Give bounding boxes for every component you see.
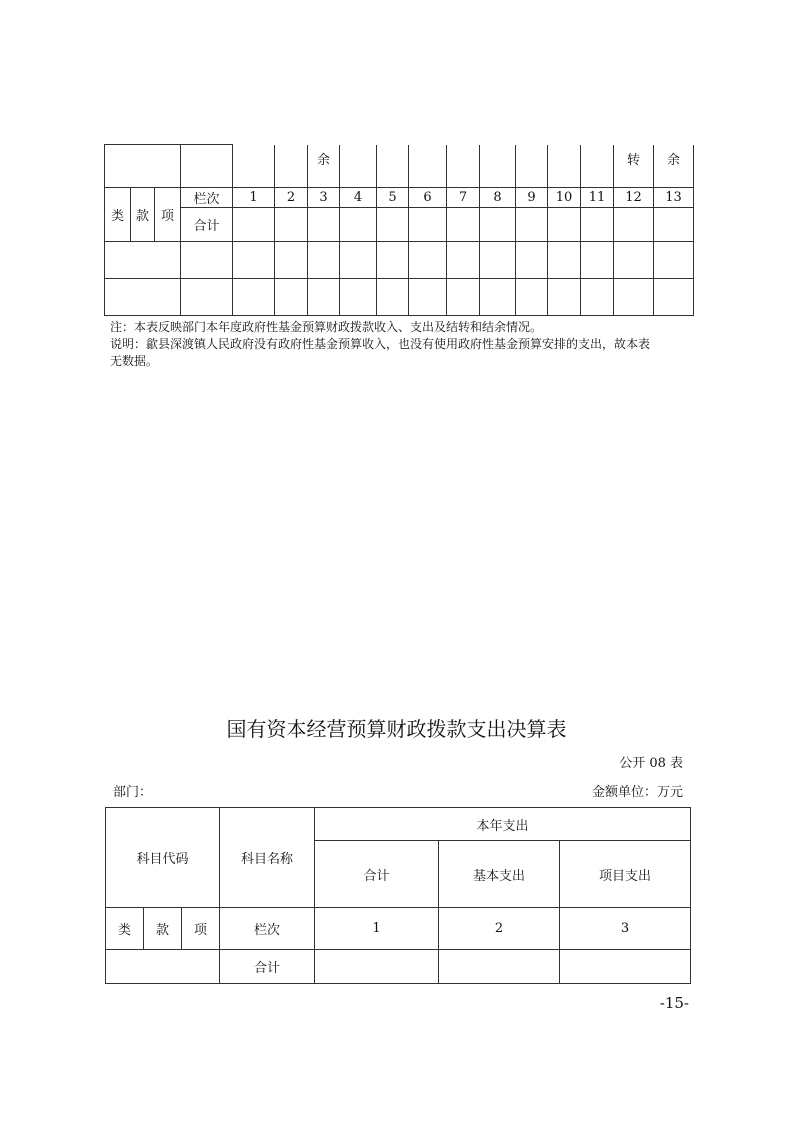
total-header: 合计 xyxy=(315,841,439,908)
header-cell xyxy=(447,145,480,188)
table-explanation-cont: 无数据。 xyxy=(110,354,159,368)
section-label: 款 xyxy=(131,188,155,242)
table-row xyxy=(106,950,691,984)
project-header: 项目支出 xyxy=(560,841,691,908)
current-year-header: 本年支出 xyxy=(315,808,691,841)
header-cell xyxy=(480,145,516,188)
column-number: 10 xyxy=(548,188,581,208)
header-cell xyxy=(409,145,447,188)
column-number: 1 xyxy=(233,188,275,208)
form-number: 公开 08 表 xyxy=(619,756,683,771)
table-explanation: 说明：歙县深渡镇人民政府没有政府性基金预算收入，也没有使用政府性基金预算安排的支出，故本表 xyxy=(110,337,651,351)
item-label: 项 xyxy=(155,188,181,242)
class-label: 类 xyxy=(105,188,131,242)
department-label: 部门： xyxy=(113,785,153,800)
table-row xyxy=(105,279,694,316)
table-row xyxy=(105,242,694,279)
header-cell xyxy=(581,145,614,188)
column-label: 栏次 xyxy=(220,908,315,950)
column-number: 11 xyxy=(581,188,614,208)
column-number: 2 xyxy=(275,188,308,208)
header-cell xyxy=(233,145,275,188)
fund-budget-table xyxy=(104,144,694,316)
column-label: 栏次 xyxy=(181,188,233,208)
header-cell xyxy=(548,145,581,188)
section-label: 款 xyxy=(144,908,182,950)
column-number: 8 xyxy=(480,188,516,208)
table-note: 注：本表反映部门本年度政府性基金预算财政拨款收入、支出及结转和结余情况。 xyxy=(110,320,543,334)
column-number: 7 xyxy=(447,188,480,208)
column-number: 3 xyxy=(560,908,691,950)
basic-header: 基本支出 xyxy=(439,841,560,908)
unit-label: 金额单位：万元 xyxy=(591,785,683,800)
item-label: 项 xyxy=(182,908,220,950)
state-capital-expenditure-table xyxy=(105,807,691,984)
total-label: 合计 xyxy=(181,208,233,242)
column-number: 12 xyxy=(614,188,654,208)
header-cell: 余 xyxy=(654,145,694,188)
class-label: 类 xyxy=(106,908,144,950)
column-number: 9 xyxy=(516,188,548,208)
header-cell xyxy=(105,145,181,188)
header-cell xyxy=(181,145,233,188)
subject-name-header: 科目名称 xyxy=(220,808,315,908)
column-number: 3 xyxy=(308,188,340,208)
header-cell xyxy=(340,145,377,188)
column-number: 4 xyxy=(340,188,377,208)
column-number: 6 xyxy=(409,188,447,208)
subject-code-header: 科目代码 xyxy=(106,808,220,908)
header-cell: 余 xyxy=(308,145,340,188)
header-cell xyxy=(516,145,548,188)
page-title: 国有资本经营预算财政拨款支出决算表 xyxy=(226,717,567,741)
total-label: 合计 xyxy=(220,950,315,984)
column-number: 1 xyxy=(315,908,439,950)
column-number: 13 xyxy=(654,188,694,208)
header-cell: 转 xyxy=(614,145,654,188)
header-cell xyxy=(377,145,409,188)
page-number: -15- xyxy=(659,994,689,1012)
column-number: 5 xyxy=(377,188,409,208)
header-cell xyxy=(275,145,308,188)
column-number: 2 xyxy=(439,908,560,950)
